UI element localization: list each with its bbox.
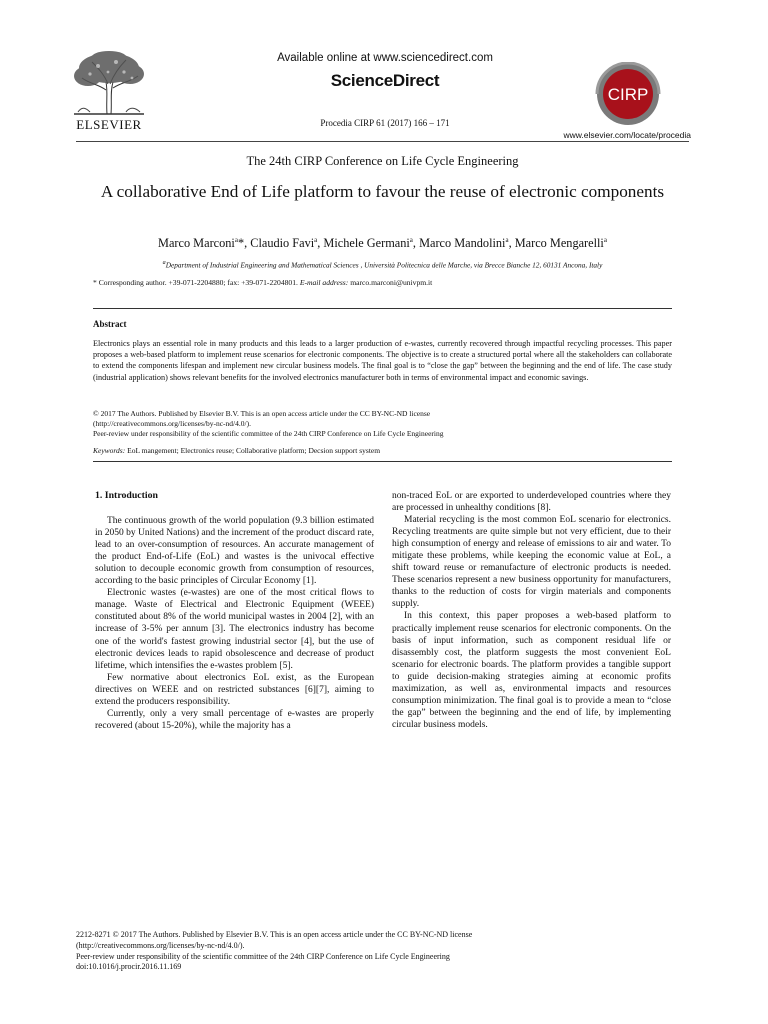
footer-issn: 2212-8271 © 2017 The Authors. Published by Elsevier B.V. This is an open access article under the CC BY-NC-ND license <box>76 930 473 939</box>
journal-citation: Procedia CIRP 61 (2017) 166 – 171 <box>320 118 450 128</box>
keywords <box>93 446 672 455</box>
author-name: Claudio Favi$^a$ <box>250 236 318 251</box>
author-list: Marco Marconi$^a$*, Claudio Favi$^a$, Michele Germani$^a$, Marco Mandolini$^a$, Marco Mengarelli$^a$ <box>158 236 607 251</box>
license-link[interactable]: (http://creativecommons.org/licenses/by-nc-nd/4.0/). <box>93 419 251 429</box>
author-affiliation-marker: a <box>409 236 413 244</box>
affiliation-marker: a <box>162 260 166 266</box>
abstract-bottom-divider <box>93 461 672 462</box>
footer-doi[interactable]: doi:10.1016/j.procir.2016.11.169 <box>76 962 182 972</box>
corresponding-author <box>93 278 673 287</box>
cirp-logo-text: CIRP <box>607 85 649 104</box>
author-name: Marco Mandolini$^a$ <box>419 236 509 251</box>
sciencedirect-logo: ScienceDirect <box>330 71 440 90</box>
paragraph: In this context, this paper proposes a web-based platform to practically implement reuse scenarios for electronic components. On the basis of input information, such as component residual life or disassembly cost, the platform suggests the most convenient EoL scenario for electronic boards. The platform provides a tangible support to guide decision-making strategies aiming at economic profits maximization, as well as, environmental impacts and resources consumption minimization. The final goal is to provide a mean to “close the gap” between the beginning and the end of life, by implementing circular business models. <box>392 611 671 730</box>
affiliation <box>76 260 689 269</box>
paragraph: Electronic wastes (e-wastes) are one of the most critical flows to manage. Waste of Electrical and Electronic Equipment (WEEE) constituted about 8% of the world municipal wastes in 2004 [2], with an increase of 3-5% per annum [3]. The electronics industry has become one of the world's fastest growing industrial sector [4], but the use of electronic devices leads to rapid obsolescence and decrease of product lifetime, which intensifies the e-wastes problem [5]. <box>95 588 374 671</box>
corresponding-author-label: * Corresponding author. +39-071-2204880; fax: +39-071-2204801. <box>93 278 298 287</box>
footer <box>76 930 689 973</box>
abstract-heading: Abstract <box>93 319 127 329</box>
left-column <box>95 490 374 732</box>
keywords-label: Keywords: <box>93 446 126 455</box>
abstract-text: Electronics plays an essential role in many products and this leads to a larger production of e-wastes, currently recovered through impactful recycling processes. This paper proposes a web-based platform to implement reuse scenarios for electronic components. The objective is to create a structured portal where all the stakeholders can collaborate to extend the components lifespan and implement new circular business models. The final goal is to “close the gap” between the beginning and the end of life. The case study (industrial application) shows relevant benefits for the involved electronics manufacturer both in terms of environmental impact and economic savings. <box>93 339 672 382</box>
email-address[interactable]: marco.marconi@univpm.it <box>350 278 433 287</box>
author-affiliation-marker: a <box>603 236 607 244</box>
keywords-text: EoL mangement; Electronics reuse; Collaborative platform; Decsion support system <box>127 446 381 455</box>
author-affiliation-marker: a <box>314 236 318 244</box>
right-column <box>392 490 671 731</box>
conference-name: The 24th CIRP Conference on Life Cycle Engineering <box>246 154 519 168</box>
author-affiliation-marker: a <box>505 236 509 244</box>
paragraph: The continuous growth of the world population (9.3 billion estimated in 2050 by United Nations) and the increment of the product discard rate, lead to an over-consumption of resources. An accurate management of the product End-of-Life (EoL) and wastes is the univocal effective solution to decouple economic growth from consumption of resources, according to the basic principles of Circular Economy [1]. <box>95 516 374 587</box>
section-heading: 1. Introduction <box>95 490 158 501</box>
author-name: Marco Mengarelli$^a$ <box>514 236 607 251</box>
footer-license-link[interactable]: (http://creativecommons.org/licenses/by-nc-nd/4.0/). <box>76 940 245 950</box>
publisher-name: ELSEVIER <box>76 117 142 132</box>
footer-peer-review: Peer-review under responsibility of the scientific committee of the 24th CIRP Conference on Life Cycle Engineering <box>76 951 450 961</box>
paragraph: Currently, only a very small percentage of e-wastes are properly recovered (about 15-20%), while the majority has a <box>95 708 374 731</box>
author-affiliation-marker: a <box>234 236 238 244</box>
paragraph-continuation: non-traced EoL or are exported to underdeveloped countries where they are processed in unhealthy conditions [8]. <box>392 491 671 514</box>
peer-review-statement: Peer-review under responsibility of the scientific committee of the 24th CIRP Conference on Life Cycle Engineering <box>93 429 444 439</box>
availability-line: Available online at www.sciencedirect.com <box>277 52 493 64</box>
header-divider <box>76 141 689 142</box>
paragraph: Material recycling is the most common EoL scenario for electronics. Recycling treatments are quite simple but not very efficient, due to their high consumption of energy and release of emissions to air and water. To mitigate these problems, while keeping the economic value at EoL, a shift toward reuse or remanufacture of electronic products is needed. These scenarios represent a new business opportunity for manufacturers, thanks to the reduction of costs for virgin materials and components supply. <box>392 515 671 610</box>
affiliation-text: Department of Industrial Engineering and Mathematical Sciences , Università Politecnica delle Marche, via Brecce Bianche 12, 60131 Ancona, Italy <box>165 260 603 270</box>
author-name: Marco Marconi$^a$* <box>158 236 245 251</box>
abstract-top-divider <box>93 308 672 309</box>
cirp-logo <box>583 62 673 126</box>
paper-title: A collaborative End of Life platform to favour the reuse of electronic components <box>100 182 665 201</box>
license-block <box>93 409 672 440</box>
email-label: E-mail address: <box>299 278 349 287</box>
journal-url: www.elsevier.com/locate/procedia <box>563 130 691 140</box>
author-name: Michele Germani$^a$ <box>323 236 413 251</box>
license-statement: © 2017 The Authors. Published by Elsevier B.V. This is an open access article under the CC BY-NC-ND license <box>93 409 431 418</box>
paragraph: Few normative about electronics EoL exist, as the European directives on WEEE and on restricted substances [6][7], aiming to extend the producers responsibility. <box>95 672 374 707</box>
